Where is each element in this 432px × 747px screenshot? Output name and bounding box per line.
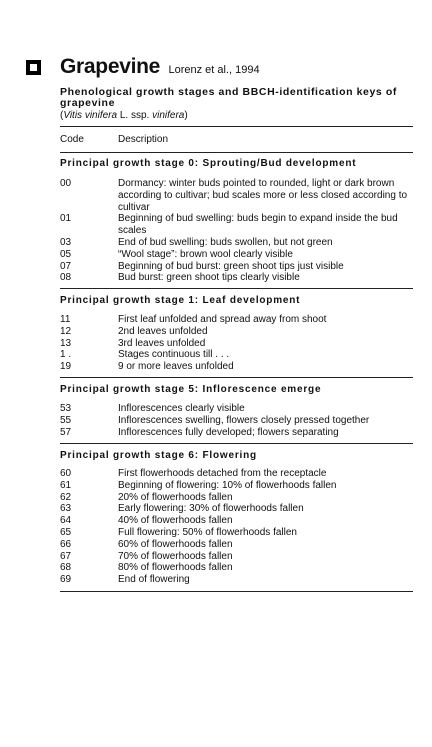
row-description: 70% of flowerhoods fallen [118,550,233,562]
row-description: Beginning of flowering: 10% of flowerhoods fallen [118,479,337,491]
row-code: 67 [60,550,72,562]
col-code-header: Code [60,134,84,145]
table-row [60,326,413,338]
row-code: 01 [60,213,72,225]
row-code: 13 [60,337,72,349]
stage-0-rows [60,178,413,284]
species-genus: Vitis vinifera [63,110,118,121]
row-description: End of bud swelling: buds swollen, but not green [118,236,333,248]
row-description: 3rd leaves unfolded [118,337,206,349]
page-title [60,55,260,79]
row-description: End of flowering [118,574,190,586]
stage-0-rule [60,152,413,153]
row-description: Full flowering: 50% of flowerhoods fallen [118,526,297,538]
row-description: First flowerhoods detached from the receptacle [118,468,327,479]
table-row [60,213,413,237]
species-mid: L. ssp. [117,110,153,121]
row-code: 05 [60,248,72,260]
row-description: Inflorescences swelling, flowers closely pressed together [118,414,370,426]
row-code: 19 [60,361,72,373]
table-row [60,515,413,527]
top-rule [60,126,413,127]
row-code: 61 [60,479,72,491]
row-description: 20% of flowerhoods fallen [118,491,233,503]
col-desc-header: Description [118,134,169,145]
table-row [60,349,413,361]
row-code: 07 [60,260,72,272]
stage-5-rows [60,403,413,438]
species-suffix: ) [184,110,188,121]
row-code: 55 [60,414,72,426]
row-code: 1 . [60,349,72,361]
species-line [60,110,188,122]
row-code: 53 [60,403,72,414]
row-description: Dormancy: winter buds pointed to rounded, light or dark brown according to cultivar; bud scales more or less closed according to cultivar [118,178,408,213]
stage-5-rule [60,377,413,378]
stage-6-rule [60,443,413,444]
table-row [60,237,413,249]
section-bullet-icon [26,60,41,75]
row-description: Inflorescences fully developed; flowers separating [118,426,339,438]
table-row [60,468,413,480]
row-description: Inflorescences clearly visible [118,403,245,414]
species-prefix: ( [60,110,64,121]
row-description: First leaf unfolded and spread away from shoot [118,314,327,325]
table-row [60,314,413,326]
row-description: Beginning of bud burst: green shoot tips just visible [118,260,344,272]
table-row [60,415,413,427]
row-code: 11 [60,314,71,325]
row-code: 03 [60,236,72,248]
row-description: 2nd leaves unfolded [118,325,208,337]
row-code: 66 [60,538,72,550]
species-subspecies: vinifera [152,110,185,121]
row-description: Beginning of bud swelling: buds begin to expand inside the bud scales [118,213,398,237]
row-description: “Wool stage”: brown wool clearly visible [118,248,293,260]
table-row [60,178,413,213]
stage-1-title: Principal growth stage 1: Leaf development [60,295,301,306]
row-code: 68 [60,562,72,574]
row-description: 40% of flowerhoods fallen [118,515,233,527]
row-code: 12 [60,325,72,337]
table-row [60,562,413,574]
table-row [60,480,413,492]
row-description: 80% of flowerhoods fallen [118,562,233,574]
row-code: 62 [60,491,72,503]
table-row [60,249,413,261]
row-description: 9 or more leaves unfolded [118,361,234,373]
stage-5-title: Principal growth stage 5: Inflorescence emerge [60,384,322,395]
stage-1-rows [60,314,413,373]
table-row [60,361,413,373]
row-code: 57 [60,426,72,438]
stage-6-rows [60,468,413,586]
bottom-rule [60,591,413,592]
row-code: 60 [60,468,72,479]
row-code: 08 [60,272,72,284]
row-description: Early flowering: 30% of flowerhoods fallen [118,503,304,515]
author-citation: Lorenz et al., 1994 [168,64,260,76]
row-code: 63 [60,503,72,515]
table-row [60,492,413,504]
table-row [60,539,413,551]
table-row [60,527,413,539]
stage-0-title: Principal growth stage 0: Sprouting/Bud development [60,158,357,169]
table-row [60,574,413,586]
row-description: 60% of flowerhoods fallen [118,538,233,550]
row-code: 00 [60,178,72,189]
row-description: Bud burst: green shoot tips clearly visible [118,272,300,284]
table-row [60,427,413,439]
table-row [60,403,413,415]
table-row [60,551,413,563]
table-row [60,338,413,350]
table-row [60,503,413,515]
title-text: Grapevine [60,55,161,78]
row-description: Stages continuous till . . . [118,349,230,361]
subtitle: Phenological growth stages and BBCH-identification keys of grapevine [60,86,398,109]
row-code: 64 [60,515,72,527]
row-code: 69 [60,574,72,586]
stage-1-rule [60,288,413,289]
table-row [60,272,413,284]
stage-6-title: Principal growth stage 6: Flowering [60,450,257,461]
row-code: 65 [60,526,72,538]
table-row [60,261,413,273]
